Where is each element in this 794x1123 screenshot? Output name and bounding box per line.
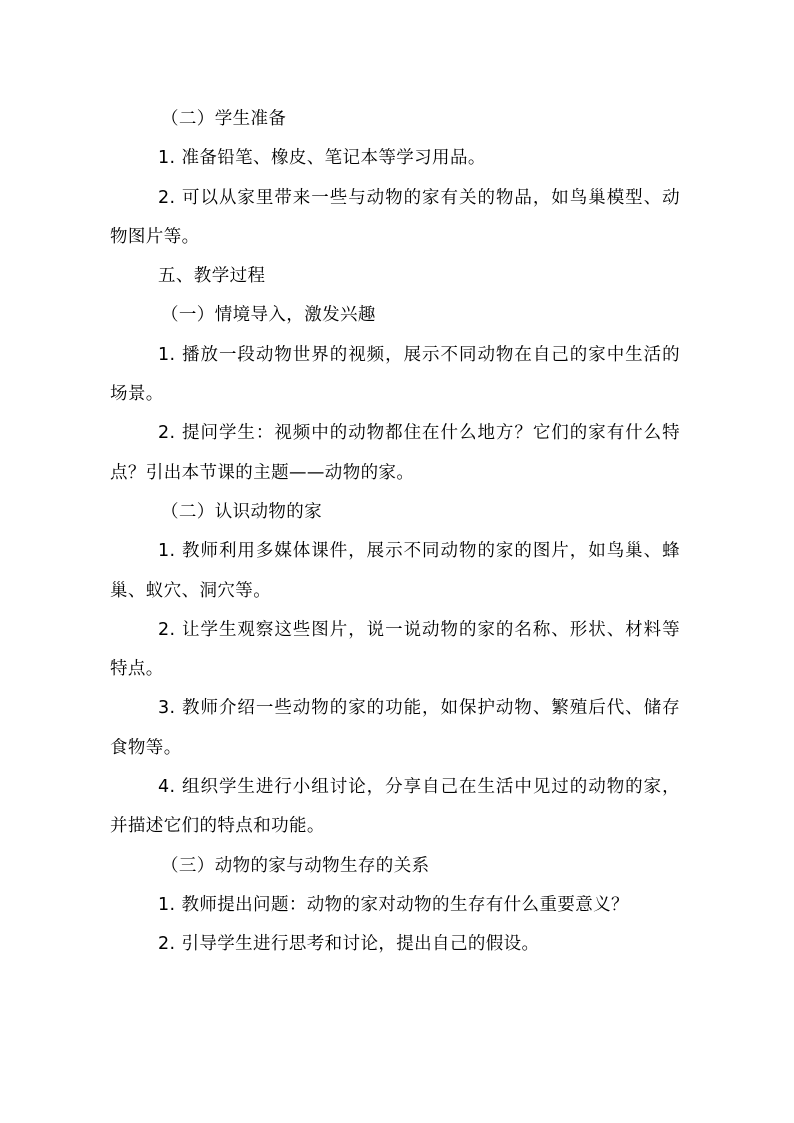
paragraph-line: 特点。 [110,659,164,680]
section-heading-know-homes: （二）认识动物的家 [161,501,323,522]
paragraph-line: 2. 引导学生进行思考和讨论，提出自己的假设。 [158,934,540,955]
paragraph-line: 4. 组织学生进行小组讨论，分享自己在生活中见过的动物的家， [158,777,680,798]
paragraph-line: 1. 教师提出问题：动物的家对动物的生存有什么重要意义？ [158,894,629,915]
paragraph-line: 并描述它们的特点和功能。 [110,816,325,837]
document-body [110,100,680,965]
paragraph-line: 2. 提问学生：视频中的动物都住在什么地方？它们的家有什么特 [158,423,680,444]
paragraph-line: 巢、蚁穴、洞穴等。 [110,580,272,601]
section-heading-home-survival: （三）动物的家与动物生存的关系 [161,855,430,876]
paragraph-line: 1. 教师利用多媒体课件，展示不同动物的家的图片，如鸟巢、蜂 [158,541,680,562]
section-heading-intro: （一）情境导入，激发兴趣 [161,305,376,326]
paragraph-line: 2. 让学生观察这些图片，说一说动物的家的名称、形状、材料等 [158,619,680,640]
section-heading-student-prep: （二）学生准备 [161,109,287,129]
paragraph-line: 3. 教师介绍一些动物的家的功能，如保护动物、繁殖后代、储存 [158,698,680,719]
paragraph-line: 2. 可以从家里带来一些与动物的家有关的物品，如鸟巢模型、动 [158,187,680,208]
paragraph-line: 场景。 [110,384,164,405]
paragraph-line: 物图片等。 [110,226,200,247]
paragraph-line: 1. 播放一段动物世界的视频，展示不同动物在自己的家中生活的 [158,344,680,365]
section-heading-teaching-process: 五、教学过程 [158,266,266,287]
paragraph-line: 点？引出本节课的主题——动物的家。 [110,462,415,483]
paragraph-line: 1. 准备铅笔、橡皮、笔记本等学习用品。 [158,148,486,169]
paragraph-line: 食物等。 [110,737,182,758]
